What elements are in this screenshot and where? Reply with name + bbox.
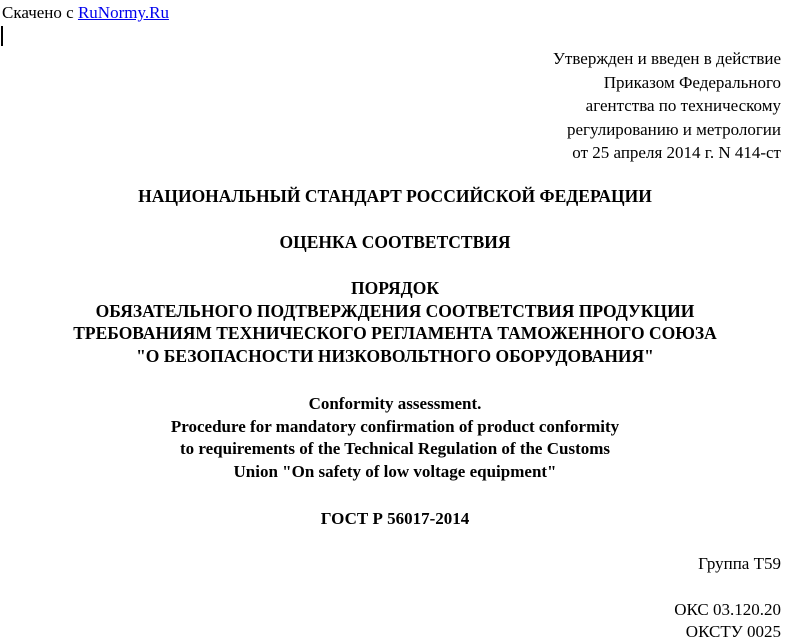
group-code: Группа Т59 <box>698 554 781 573</box>
oks-code: ОКС 03.120.20 <box>674 600 781 619</box>
approval-line: Утвержден и введен в действие <box>552 49 781 68</box>
english-title-line: Conformity assessment. <box>308 394 482 413</box>
gost-number: ГОСТ Р 56017-2014 <box>320 509 470 528</box>
approval-line: Приказом Федерального <box>603 72 781 92</box>
downloaded-prefix: Скачено с <box>2 3 78 22</box>
title-line: ПОРЯДОК <box>350 278 440 298</box>
downloaded-from-notice <box>2 3 169 23</box>
approval-line: агентства по техническому <box>585 96 781 115</box>
document-title-english <box>0 393 790 484</box>
approval-line: от 25 апреля 2014 г. N 414-ст <box>572 143 781 162</box>
conformity-assessment-heading: ОЦЕНКА СООТВЕТСТВИЯ <box>279 232 511 252</box>
english-title-line: Union "On safety of low voltage equipment" <box>233 462 557 482</box>
approval-block <box>553 47 781 165</box>
title-line: ОБЯЗАТЕЛЬНОГО ПОДТВЕРЖДЕНИЯ СООТВЕТСТВИЯ ПРОДУКЦИИ <box>95 300 695 321</box>
title-line: ТРЕБОВАНИЯМ ТЕХНИЧЕСКОГО РЕГЛАМЕНТА ТАМОЖЕННОГО СОЮЗА <box>73 323 717 344</box>
runormy-link[interactable]: RuNormy.Ru <box>77 3 169 22</box>
approval-line: регулированию и метрологии <box>566 119 781 139</box>
english-title-line: Procedure for mandatory confirmation of product conformity <box>170 416 620 436</box>
title-line: "О БЕЗОПАСНОСТИ НИЗКОВОЛЬТНОГО ОБОРУДОВАНИЯ" <box>136 346 654 367</box>
okstu-code: ОКСТУ 0025 <box>685 622 781 641</box>
national-standard-heading: НАЦИОНАЛЬНЫЙ СТАНДАРТ РОССИЙСКОЙ ФЕДЕРАЦИИ <box>138 186 652 206</box>
text-cursor <box>1 26 3 46</box>
document-title-russian <box>0 277 790 368</box>
english-title-line: to requirements of the Technical Regulation of the Customs <box>179 439 611 459</box>
